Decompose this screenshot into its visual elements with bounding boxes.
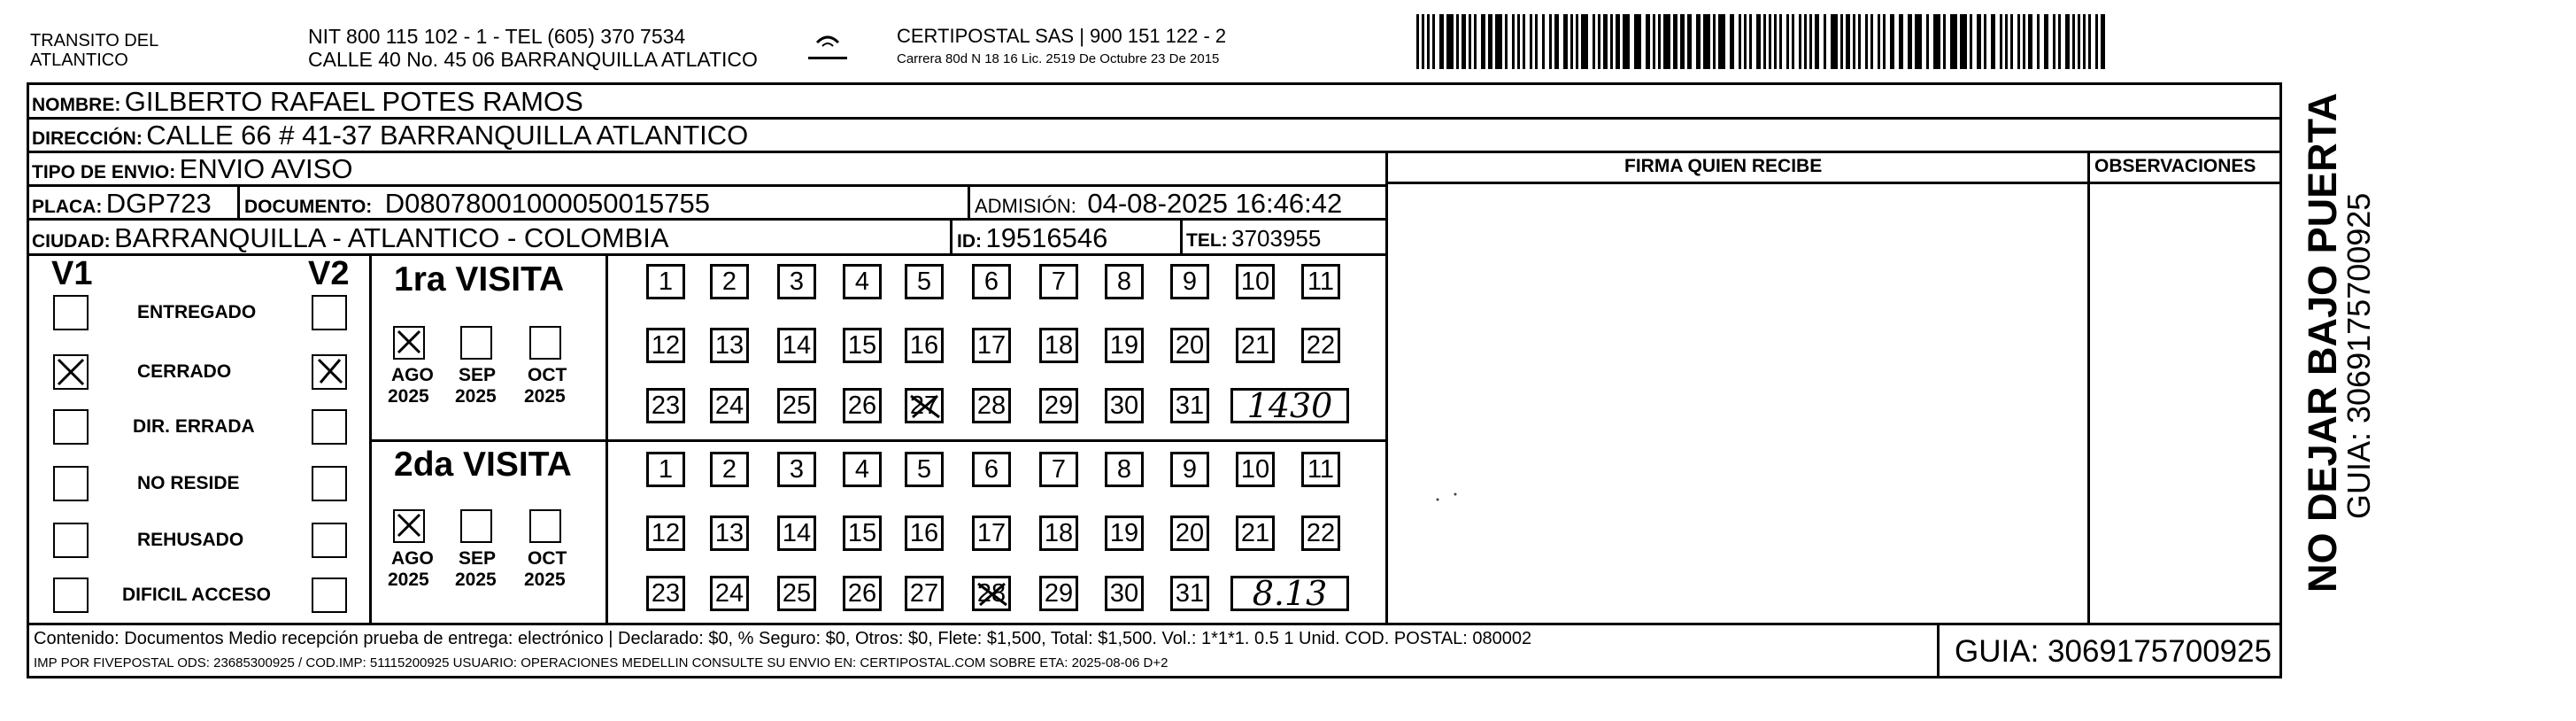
- day-box[interactable]: [1170, 576, 1209, 611]
- day-box[interactable]: [646, 516, 685, 551]
- year-label: 2025: [388, 570, 429, 590]
- side-warning: NO DEJAR BAJO PUERTA: [2300, 92, 2345, 593]
- day-number: 9: [1182, 454, 1198, 484]
- day-box[interactable]: [1105, 516, 1144, 551]
- day-number: 15: [847, 330, 877, 360]
- tipo-envio-label: TIPO DE ENVIO:: [32, 162, 176, 182]
- month-checkbox[interactable]: [460, 326, 492, 360]
- day-number: 9: [1182, 267, 1198, 296]
- day-number: 28: [976, 578, 1006, 608]
- day-number: 10: [1240, 454, 1270, 484]
- day-box[interactable]: [843, 452, 882, 487]
- day-box[interactable]: [1170, 452, 1209, 487]
- month-label: SEP: [459, 548, 497, 569]
- v2-checkbox[interactable]: [312, 466, 347, 501]
- ciudad-value: BARRANQUILLA - ATLANTICO - COLOMBIA: [114, 222, 669, 253]
- day-number: 4: [854, 267, 870, 296]
- day-number: 31: [1175, 578, 1205, 608]
- day-box[interactable]: [646, 264, 685, 299]
- admision-label: ADMISIÓN:: [975, 195, 1076, 217]
- day-number: 31: [1175, 391, 1205, 420]
- courier-name: CERTIPOSTAL SAS | 900 151 122 - 2: [897, 25, 1227, 47]
- documento-label: DOCUMENTO:: [244, 197, 373, 217]
- status-option-label: ENTREGADO: [137, 302, 257, 322]
- visit2-title: 2da VISITA: [394, 446, 572, 484]
- day-number: 11: [1307, 267, 1335, 296]
- day-number: 26: [847, 391, 877, 420]
- nombre-label: NOMBRE:: [32, 95, 121, 115]
- day-box[interactable]: [646, 328, 685, 363]
- day-number: 23: [651, 578, 681, 608]
- day-number: 13: [714, 330, 744, 360]
- day-number: 24: [714, 391, 744, 420]
- day-number: 7: [1051, 267, 1067, 296]
- admision-value: 04-08-2025 16:46:42: [1087, 188, 1343, 219]
- day-box[interactable]: [1105, 328, 1144, 363]
- day-number: 28: [976, 391, 1006, 420]
- day-box[interactable]: [777, 388, 816, 423]
- form-frame: [27, 82, 2282, 678]
- day-box[interactable]: [972, 264, 1011, 299]
- day-number: 1: [658, 267, 674, 296]
- org-nit: NIT 800 115 102 - 1 - TEL (605) 370 7534: [308, 25, 686, 48]
- day-box[interactable]: [1105, 576, 1144, 611]
- v1-checkbox[interactable]: [53, 409, 89, 445]
- day-box[interactable]: [777, 516, 816, 551]
- day-box[interactable]: [710, 452, 749, 487]
- day-box[interactable]: [1039, 388, 1078, 423]
- day-number: 4: [854, 454, 870, 484]
- status-option-label: DIFICIL ACCESO: [122, 585, 272, 605]
- day-number: 22: [1306, 330, 1336, 360]
- id-value: 19516546: [985, 222, 1108, 253]
- day-box[interactable]: [1170, 516, 1209, 551]
- day-number: 20: [1175, 330, 1205, 360]
- day-box[interactable]: [972, 328, 1011, 363]
- day-box[interactable]: [777, 452, 816, 487]
- documento-value: D08078001000050015755: [384, 188, 710, 219]
- v2-checkbox[interactable]: [312, 354, 347, 390]
- day-box[interactable]: [905, 516, 944, 551]
- day-box[interactable]: [1301, 452, 1340, 487]
- day-box[interactable]: [972, 516, 1011, 551]
- day-box[interactable]: [1105, 452, 1144, 487]
- day-box[interactable]: [1170, 264, 1209, 299]
- v1-label: V1: [51, 255, 93, 292]
- day-number: 22: [1306, 518, 1336, 547]
- day-box[interactable]: [972, 388, 1011, 423]
- day-number: 15: [847, 518, 877, 547]
- org-name-line2: ATLANTICO: [30, 50, 128, 70]
- day-box[interactable]: [905, 576, 944, 611]
- day-box[interactable]: [1301, 516, 1340, 551]
- v1-checkbox[interactable]: [53, 466, 89, 501]
- status-option-label: DIR. ERRADA: [133, 416, 255, 437]
- day-number: 19: [1109, 330, 1139, 360]
- day-number: 30: [1109, 578, 1139, 608]
- visit1-title: 1ra VISITA: [394, 260, 565, 298]
- placa-label: PLACA:: [32, 197, 103, 217]
- year-label: 2025: [388, 386, 429, 407]
- day-number: 27: [909, 391, 939, 420]
- day-box[interactable]: [972, 576, 1011, 611]
- day-box[interactable]: [1301, 264, 1340, 299]
- day-box[interactable]: [843, 576, 882, 611]
- placa-value: DGP723: [105, 188, 212, 219]
- status-option-label: NO RESIDE: [137, 473, 240, 493]
- day-number: 19: [1109, 518, 1139, 547]
- day-number: 18: [1044, 518, 1074, 547]
- day-box[interactable]: [710, 516, 749, 551]
- courier-logo: [801, 28, 854, 66]
- tel-label: TEL:: [1186, 230, 1228, 251]
- v2-checkbox[interactable]: [312, 578, 347, 613]
- day-box[interactable]: [1236, 452, 1275, 487]
- day-number: 16: [909, 330, 939, 360]
- day-box[interactable]: [843, 264, 882, 299]
- day-box[interactable]: [777, 264, 816, 299]
- day-number: 18: [1044, 330, 1074, 360]
- ciudad-label: CIUDAD:: [32, 231, 111, 252]
- tel-value: 3703955: [1231, 225, 1322, 252]
- day-box[interactable]: [843, 388, 882, 423]
- day-number: 6: [983, 267, 999, 296]
- day-number: 25: [782, 578, 812, 608]
- day-box[interactable]: [972, 452, 1011, 487]
- day-number: 21: [1240, 330, 1270, 360]
- side-guia: GUIA: 3069175700925: [2341, 192, 2377, 519]
- day-box[interactable]: [905, 264, 944, 299]
- status-option-label: REHUSADO: [137, 530, 244, 550]
- direccion-label: DIRECCIÓN:: [32, 128, 143, 149]
- day-number: 2: [721, 267, 737, 296]
- day-number: 29: [1044, 391, 1074, 420]
- day-number: 2: [721, 454, 737, 484]
- year-label: 2025: [524, 386, 566, 407]
- day-number: 6: [983, 454, 999, 484]
- day-box[interactable]: [1039, 516, 1078, 551]
- month-label: AGO: [391, 365, 434, 385]
- year-label: 2025: [524, 570, 566, 590]
- day-box[interactable]: [1236, 516, 1275, 551]
- v2-checkbox[interactable]: [312, 409, 347, 445]
- month-label: AGO: [391, 548, 434, 569]
- day-number: 5: [916, 267, 932, 296]
- day-number: 20: [1175, 518, 1205, 547]
- month-label: OCT: [528, 365, 567, 385]
- month-checkbox[interactable]: [393, 509, 425, 543]
- handwritten-time: 8.13: [1230, 576, 1349, 611]
- day-number: 26: [847, 578, 877, 608]
- v1-checkbox[interactable]: [53, 578, 89, 613]
- day-number: 24: [714, 578, 744, 608]
- month-label: SEP: [459, 365, 497, 385]
- day-box[interactable]: [843, 328, 882, 363]
- day-number: 8: [1116, 267, 1132, 296]
- day-box[interactable]: [1236, 264, 1275, 299]
- firma-header: FIRMA QUIEN RECIBE: [1624, 156, 1823, 176]
- v2-checkbox[interactable]: [312, 523, 347, 558]
- day-number: 17: [976, 518, 1006, 547]
- day-number: 25: [782, 391, 812, 420]
- day-box[interactable]: [1039, 576, 1078, 611]
- day-number: 5: [916, 454, 932, 484]
- v2-checkbox[interactable]: [312, 295, 347, 330]
- month-label: OCT: [528, 548, 567, 569]
- nombre-value: GILBERTO RAFAEL POTES RAMOS: [124, 86, 583, 117]
- day-box[interactable]: [646, 576, 685, 611]
- barcode: [1416, 0, 2116, 80]
- month-checkbox[interactable]: [393, 326, 425, 360]
- day-box[interactable]: [905, 388, 944, 423]
- day-box[interactable]: [843, 516, 882, 551]
- day-box[interactable]: [1039, 452, 1078, 487]
- day-box[interactable]: [646, 388, 685, 423]
- month-checkbox[interactable]: [460, 509, 492, 543]
- day-number: 3: [789, 267, 805, 296]
- day-number: 30: [1109, 391, 1139, 420]
- day-box[interactable]: [710, 388, 749, 423]
- handwritten-time: 1430: [1230, 388, 1349, 423]
- day-number: 12: [651, 330, 681, 360]
- id-label: ID:: [957, 231, 982, 252]
- day-box[interactable]: [1039, 328, 1078, 363]
- day-number: 11: [1307, 454, 1335, 484]
- day-number: 16: [909, 518, 939, 547]
- day-box[interactable]: [905, 328, 944, 363]
- day-number: 17: [976, 330, 1006, 360]
- tipo-envio-value: ENVIO AVISO: [179, 153, 353, 184]
- year-label: 2025: [455, 386, 497, 407]
- day-box[interactable]: [1105, 264, 1144, 299]
- day-number: 3: [789, 454, 805, 484]
- day-box[interactable]: [710, 576, 749, 611]
- day-number: 12: [651, 518, 681, 547]
- courier-address: Carrera 80d N 18 16 Lic. 2519 De Octubre 23 De 2015: [897, 51, 1220, 66]
- org-name-line1: TRANSITO DEL: [30, 31, 159, 50]
- day-box[interactable]: [710, 328, 749, 363]
- v1-checkbox[interactable]: [53, 295, 89, 330]
- day-number: 14: [782, 330, 812, 360]
- direccion-value: CALLE 66 # 41-37 BARRANQUILLA ATLANTICO: [146, 120, 749, 151]
- day-box[interactable]: [1039, 264, 1078, 299]
- year-label: 2025: [455, 570, 497, 590]
- footer-guia: GUIA: 3069175700925: [1955, 634, 2272, 669]
- day-number: 1: [658, 454, 674, 484]
- day-number: 27: [909, 578, 939, 608]
- day-box[interactable]: [1105, 388, 1144, 423]
- v1-checkbox[interactable]: [53, 354, 89, 390]
- day-number: 23: [651, 391, 681, 420]
- day-box[interactable]: [646, 452, 685, 487]
- day-number: 14: [782, 518, 812, 547]
- day-box[interactable]: [905, 452, 944, 487]
- day-box[interactable]: [1236, 328, 1275, 363]
- org-address: CALLE 40 No. 45 06 BARRANQUILLA ATLATICO: [308, 48, 758, 71]
- month-checkbox[interactable]: [529, 509, 561, 543]
- observaciones-header: OBSERVACIONES: [2094, 156, 2256, 176]
- v1-checkbox[interactable]: [53, 523, 89, 558]
- day-number: 8: [1116, 454, 1132, 484]
- day-number: 10: [1240, 267, 1270, 296]
- v2-label: V2: [308, 255, 350, 292]
- day-box[interactable]: [777, 328, 816, 363]
- day-box[interactable]: [1301, 328, 1340, 363]
- day-box[interactable]: [777, 576, 816, 611]
- day-number: 21: [1240, 518, 1270, 547]
- day-box[interactable]: [710, 264, 749, 299]
- day-box[interactable]: [1170, 328, 1209, 363]
- day-number: 29: [1044, 578, 1074, 608]
- status-option-label: CERRADO: [137, 361, 232, 382]
- day-box[interactable]: [1170, 388, 1209, 423]
- month-checkbox[interactable]: [529, 326, 561, 360]
- day-number: 13: [714, 518, 744, 547]
- signature-speck: [1434, 489, 1461, 507]
- footer-contenido: Contenido: Documentos Medio recepción prueba de entrega: electrónico | Declarado: $0, % Seguro: $0, Otros: $0, Flete: $1,500, Total: $1,500. Vol.: 1*1*1. 0.5 1 Unid. COD. POSTAL: 080002: [34, 629, 1532, 648]
- day-number: 7: [1051, 454, 1067, 484]
- footer-imp: IMP POR FIVEPOSTAL ODS: 23685300925 / COD.IMP: 51115200925 USUARIO: OPERACIONES MEDELLIN CONSULTE SU ENVIO EN: CERTIPOSTAL.COM SOBRE ETA: 2025-08-06 D+2: [34, 655, 1168, 671]
